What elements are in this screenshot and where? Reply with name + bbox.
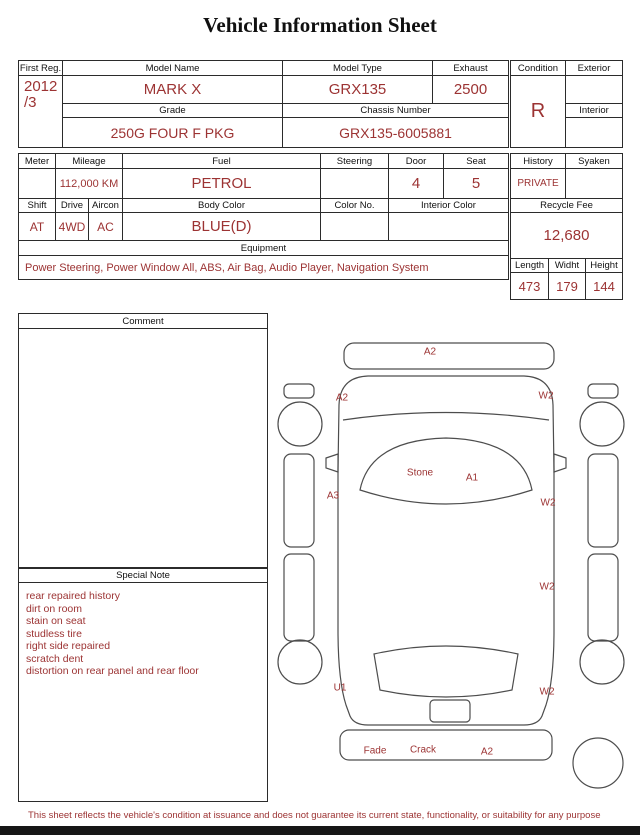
grade-value: 250G FOUR F PKG: [63, 118, 283, 148]
car-body-outline: [335, 376, 554, 725]
damage-mark-front-bumper: A2: [423, 346, 437, 358]
exterior-label: Exterior: [566, 61, 623, 76]
registration-table: [18, 60, 509, 148]
interior-label: Interior: [566, 104, 623, 118]
comment-box: [18, 313, 268, 568]
shift-value: AT: [19, 213, 56, 241]
exhaust-label: Exhaust: [433, 61, 509, 76]
color-no-label: Color No.: [321, 199, 389, 213]
condition-table: [510, 60, 623, 148]
equipment-value: Power Steering, Power Window All, ABS, Air Bag, Audio Player, Navigation System: [19, 256, 509, 280]
right-rear-door-shape: [588, 554, 618, 641]
steering-label: Steering: [321, 154, 389, 169]
drive-label: Drive: [56, 199, 89, 213]
trunk-panel-shape: [430, 700, 470, 722]
first-reg-month: /3: [24, 94, 37, 111]
special-note-box: [18, 568, 268, 802]
disclaimer-text: This sheet reflects the vehicle's condition at issuance and does not guarantee its current state, functionality, or suitability for any purpose: [28, 810, 601, 821]
specs-row-1: [18, 153, 509, 199]
length-value: 473: [511, 273, 549, 300]
model-name-label: Model Name: [63, 61, 283, 76]
history-block: [510, 153, 623, 300]
recycle-fee-label: Recycle Fee: [511, 199, 623, 213]
first-reg-label: First Reg.: [19, 62, 62, 74]
first-reg-value: [19, 76, 63, 148]
special-note-item: studless tire: [26, 627, 83, 640]
right-front-fender-shape: [588, 384, 618, 398]
special-note-list: [19, 583, 267, 678]
damage-mark-right-side-mid: W2: [539, 581, 555, 593]
specs-block: [18, 153, 509, 280]
color-no-value: [321, 213, 389, 241]
exterior-value: [566, 76, 623, 104]
right-rear-wheel: [580, 640, 624, 684]
damage-mark-left-side: A3: [326, 490, 340, 502]
mileage-value: 112,000 KM: [56, 169, 123, 199]
equipment-label: Equipment: [19, 241, 509, 256]
interior-color-value: [389, 213, 509, 241]
aircon-value: AC: [89, 213, 123, 241]
special-note-item: scratch dent: [26, 652, 84, 665]
model-type-value: GRX135: [283, 76, 433, 104]
width-value: 179: [549, 273, 586, 300]
special-note-item: right side repaired: [26, 640, 111, 652]
door-label: Door: [389, 154, 444, 169]
right-mirror-shape: [554, 454, 566, 472]
right-front-wheel: [580, 402, 624, 446]
length-label: Length: [511, 259, 549, 273]
damage-mark-windshield-stone: Stone: [406, 467, 434, 479]
damage-mark-rear-bumper-fade: Fade: [363, 745, 387, 757]
dimensions-table: [510, 258, 623, 300]
special-note-item: distortion on rear panel and rear floor: [26, 665, 199, 677]
recycle-fee-value: 12,680: [511, 213, 623, 259]
interior-value: [566, 118, 623, 148]
steering-value: [321, 169, 389, 199]
right-front-door-shape: [588, 454, 618, 547]
front-bumper-shape: [344, 343, 554, 369]
mileage-label: Mileage: [56, 154, 123, 169]
sheet-title: Vehicle Information Sheet: [203, 13, 437, 37]
bottom-edge-bar: [0, 826, 640, 835]
syaken-label: Syaken: [566, 154, 623, 169]
seat-value: 5: [444, 169, 509, 199]
fuel-label: Fuel: [123, 154, 321, 169]
door-value: 4: [389, 169, 444, 199]
seat-label: Seat: [444, 154, 509, 169]
comment-value: [19, 329, 267, 567]
first-reg-year: 2012: [24, 78, 58, 95]
damage-mark-left-front: A2: [335, 392, 349, 404]
damage-mark-rear-right: W2: [539, 686, 555, 698]
height-label: Height: [586, 259, 623, 273]
damage-mark-rear-left: U1: [333, 682, 347, 694]
car-diagram-drawing: [268, 310, 634, 802]
spare-wheel-shape: [573, 738, 623, 788]
interior-color-label: Interior Color: [389, 199, 509, 213]
body-color-value: BLUE(D): [123, 213, 321, 241]
left-front-door-shape: [284, 454, 314, 547]
shift-label: Shift: [19, 199, 56, 213]
model-type-label: Model Type: [283, 61, 433, 76]
fuel-value: PETROL: [123, 169, 321, 199]
height-value: 144: [586, 273, 623, 300]
damage-mark-rear-bumper-crack: Crack: [409, 744, 437, 756]
drive-value: 4WD: [56, 213, 89, 241]
special-note-item: stain on seat: [26, 615, 86, 627]
left-rear-wheel: [278, 640, 322, 684]
hood-line: [343, 413, 549, 421]
exhaust-value: 2500: [433, 76, 509, 104]
left-front-fender-shape: [284, 384, 314, 398]
width-label: Widht: [549, 259, 586, 273]
chassis-number-value: GRX135-6005881: [283, 118, 509, 148]
comment-label: Comment: [19, 314, 267, 329]
left-mirror-shape: [326, 454, 338, 472]
left-front-wheel: [278, 402, 322, 446]
history-value: PRIVATE: [511, 169, 566, 199]
special-note-label: Special Note: [19, 569, 267, 583]
damage-mark-rear-bumper-a2: A2: [480, 746, 494, 758]
grade-label: Grade: [63, 104, 283, 118]
special-note-item: dirt on room: [26, 602, 83, 615]
meter-label: Meter: [19, 154, 56, 169]
rear-window-shape: [374, 646, 518, 697]
chassis-number-label: Chassis Number: [283, 104, 509, 118]
condition-label: Condition: [511, 61, 566, 76]
special-note-item: rear repaired history: [26, 590, 120, 602]
recycle-fee-table: [510, 198, 623, 259]
damage-mark-right-side-upper: W2: [540, 497, 556, 509]
body-color-label: Body Color: [123, 199, 321, 213]
condition-grade-value: R: [511, 76, 566, 148]
left-rear-door-shape: [284, 554, 314, 641]
history-label: History: [511, 154, 566, 169]
meter-value: [19, 169, 56, 199]
car-damage-diagram: [268, 310, 634, 802]
syaken-value: [566, 169, 623, 199]
damage-mark-windshield-a1: A1: [465, 472, 479, 484]
equipment-table: [18, 240, 509, 280]
damage-mark-right-front: W2: [538, 390, 554, 402]
specs-row-2: [18, 198, 509, 241]
windshield-shape: [360, 438, 532, 504]
model-name-value: MARK X: [63, 76, 283, 104]
aircon-label: Aircon: [89, 199, 123, 213]
history-table: [510, 153, 623, 199]
